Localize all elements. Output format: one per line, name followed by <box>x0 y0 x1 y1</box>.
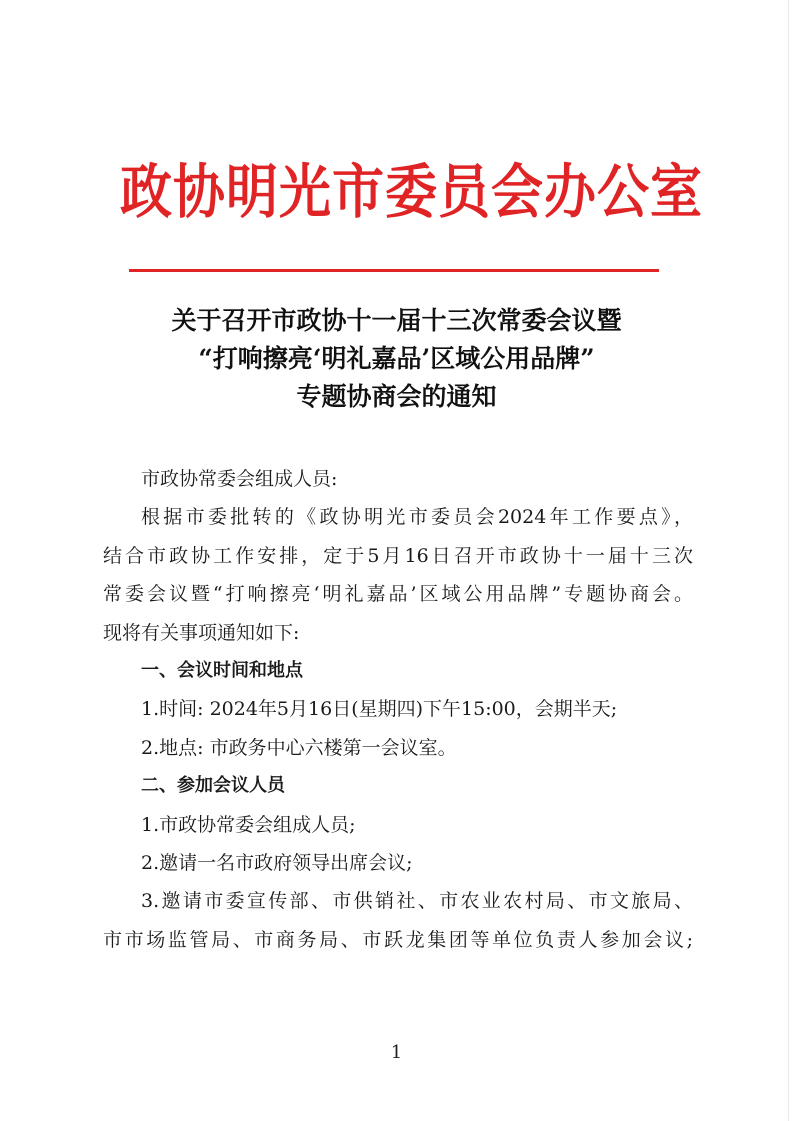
title-line-2: “打响擦亮‘明礼嘉品’区域公用品牌” <box>198 344 595 373</box>
page-edge-line <box>788 0 789 1121</box>
intro-line-2: 结合市政协工作安排，定于5月16日召开市政协十一届十三次 <box>103 544 693 567</box>
intro-line-4: 现将有关事项通知如下: <box>103 621 300 644</box>
section-2-heading: 二、参加会议人员 <box>141 775 285 797</box>
document-title <box>90 302 703 416</box>
section-2-item-3-line-2: 市市场监管局、市商务局、市跃龙集团等单位负责人参加会议; <box>103 928 693 951</box>
title-line-1: 关于召开市政协十一届十三次常委会议暨 <box>171 306 622 335</box>
intro-line-3: 常委会议暨“打响擦亮‘明礼嘉品’区域公用品牌”专题协商会。 <box>103 583 693 606</box>
intro-line-1: 根据市委批转的《政协明光市委员会2024年工作要点》， <box>141 506 693 529</box>
salutation: 市政协常委会组成人员: <box>141 468 338 490</box>
masthead-red-rule <box>129 269 659 272</box>
section-2-item-1: 1.市政协常委会组成人员; <box>141 813 356 836</box>
masthead-org-name: 政协明光市委员会办公室 <box>120 158 704 227</box>
document-body <box>103 460 693 959</box>
section-1-heading: 一、会议时间和地点 <box>141 660 303 682</box>
section-2-item-3-line-1: 3.邀请市委宣传部、市供销社、市农业农村局、市文旅局、 <box>141 890 693 913</box>
page-number: 1 <box>390 1042 403 1063</box>
section-1-item-2: 2.地点: 市政务中心六楼第一会议室。 <box>141 736 457 759</box>
title-line-3: 专题协商会的通知 <box>296 382 497 411</box>
section-2-item-2: 2.邀请一名市政府领导出席会议; <box>141 852 413 875</box>
section-1-item-1: 1.时间: 2024年5月16日(星期四)下午15:00，会期半天; <box>141 698 618 721</box>
